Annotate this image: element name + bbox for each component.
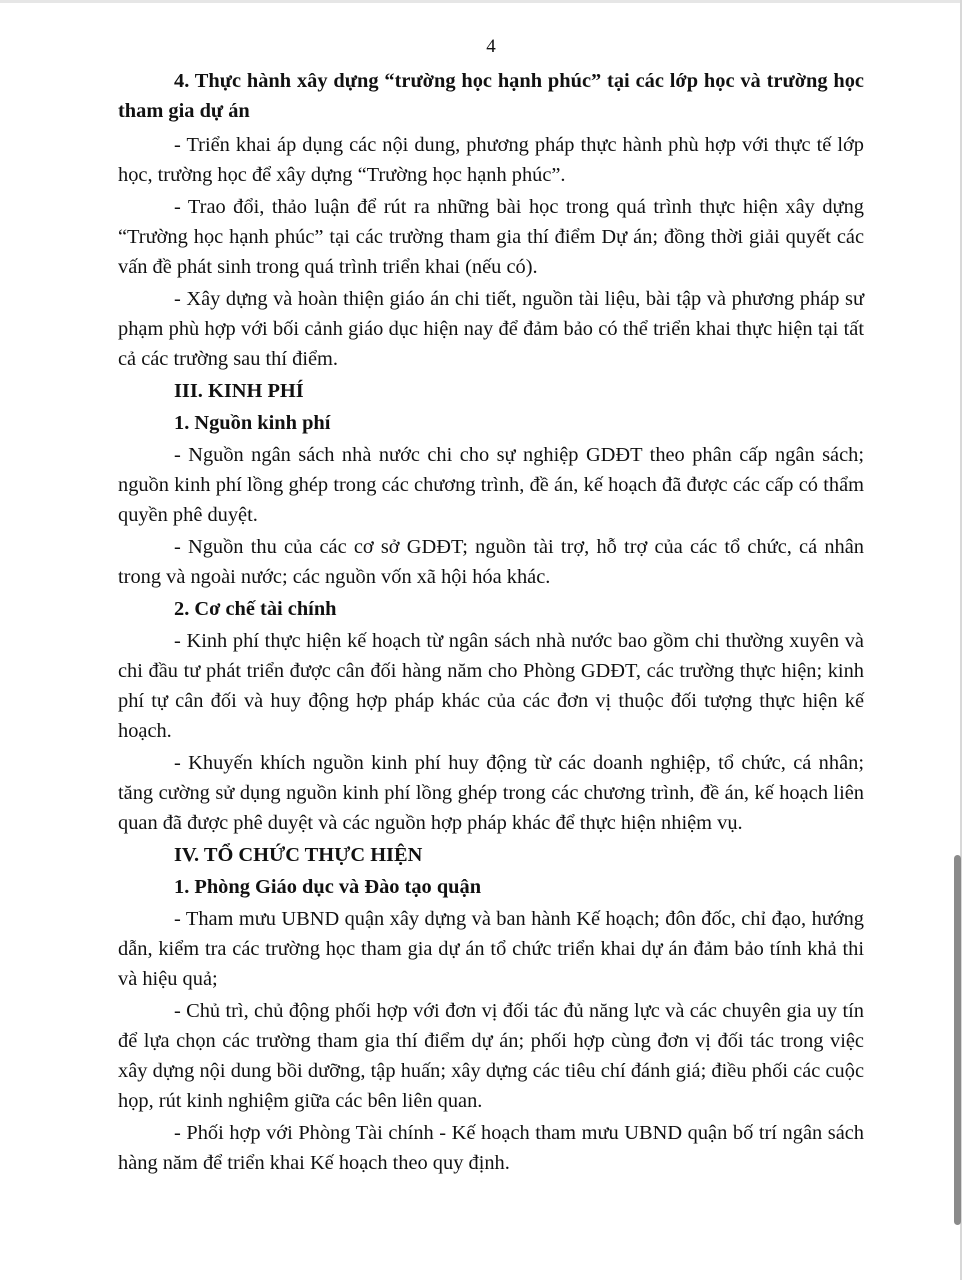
body-paragraph: - Nguồn thu của các cơ sở GDĐT; nguồn tài trợ, hỗ trợ của các tổ chức, cá nhân trong và ngoài nước; các nguồn vốn xã hội hóa khác. (118, 536, 864, 588)
body-paragraph: - Xây dựng và hoàn thiện giáo án chi tiết, nguồn tài liệu, bài tập và phương pháp sư phạm phù hợp với bối cảnh giáo dục hiện nay để đảm bảo có thể triển khai thực hiện tại tất cả các trường sau thí điểm. (118, 288, 864, 370)
body-paragraph: - Chủ trì, chủ động phối hợp với đơn vị đối tác đủ năng lực và các chuyên gia uy tín để lựa chọn các trường tham gia thí điểm dự án; phối hợp cùng đơn vị đối tác trong việc xây dựng nội dung bồi dưỡng, tập huấn; xây dựng các tiêu chí đánh giá; điều phối các cuộc họp, rút kinh nghiệm giữa các bên liên quan. (118, 1000, 864, 1112)
scrollbar-thumb[interactable] (954, 855, 961, 1225)
body-paragraph: - Kinh phí thực hiện kế hoạch từ ngân sách nhà nước bao gồm chi thường xuyên và chi đầu tư phát triển được cân đối hàng năm cho Phòng GDĐT, các trường thực hiện; kinh phí tự cân đối và huy động hợp pháp khác của các đơn vị thuộc đối tượng thực hiện kế hoạch. (118, 630, 864, 742)
body-paragraph: - Phối hợp với Phòng Tài chính - Kế hoạch tham mưu UBND quận bố trí ngân sách hàng năm để triển khai Kế hoạch theo quy định. (118, 1122, 864, 1174)
body-paragraph: - Trao đổi, thảo luận để rút ra những bài học trong quá trình thực hiện xây dựng “Trường học hạnh phúc” tại các trường tham gia thí điểm Dự án; đồng thời giải quyết các vấn đề phát sinh trong quá trình triển khai (nếu có). (118, 196, 864, 278)
section-heading: IV. TỔ CHỨC THỰC HIỆN (174, 844, 423, 866)
page-top-edge (0, 0, 962, 3)
subsection-heading: 2. Cơ chế tài chính (174, 598, 337, 620)
section-heading: 4. Thực hành xây dựng “trường học hạnh phúc” tại các lớp học và trường học tham gia dự án (118, 70, 864, 122)
body-paragraph: - Nguồn ngân sách nhà nước chi cho sự nghiệp GDĐT theo phân cấp ngân sách; nguồn kinh phí lồng ghép trong các chương trình, đề án, kế hoạch đã được các cấp có thẩm quyền phê duyệt. (118, 444, 864, 526)
body-paragraph: - Triển khai áp dụng các nội dung, phương pháp thực hành phù hợp với thực tế lớp học, trường học để xây dựng “Trường học hạnh phúc”. (118, 134, 864, 186)
subsection-heading: 1. Nguồn kinh phí (174, 412, 331, 434)
subsection-heading: 1. Phòng Giáo dục và Đào tạo quận (174, 876, 482, 898)
document-body (118, 66, 864, 1180)
body-paragraph: - Tham mưu UBND quận xây dựng và ban hành Kế hoạch; đôn đốc, chỉ đạo, hướng dẫn, kiểm tra các trường học tham gia dự án tổ chức triển khai dự án đảm bảo tính khả thi và hiệu quả; (118, 908, 864, 990)
body-paragraph: - Khuyến khích nguồn kinh phí huy động từ các doanh nghiệp, tổ chức, cá nhân; tăng cường sử dụng nguồn kinh phí lồng ghép trong các chương trình, đề án, kế hoạch liên quan đã được phê duyệt và các nguồn hợp pháp khác để thực hiện nhiệm vụ. (118, 752, 864, 834)
page-number: 4 (486, 36, 496, 57)
section-heading: III. KINH PHÍ (174, 380, 304, 402)
